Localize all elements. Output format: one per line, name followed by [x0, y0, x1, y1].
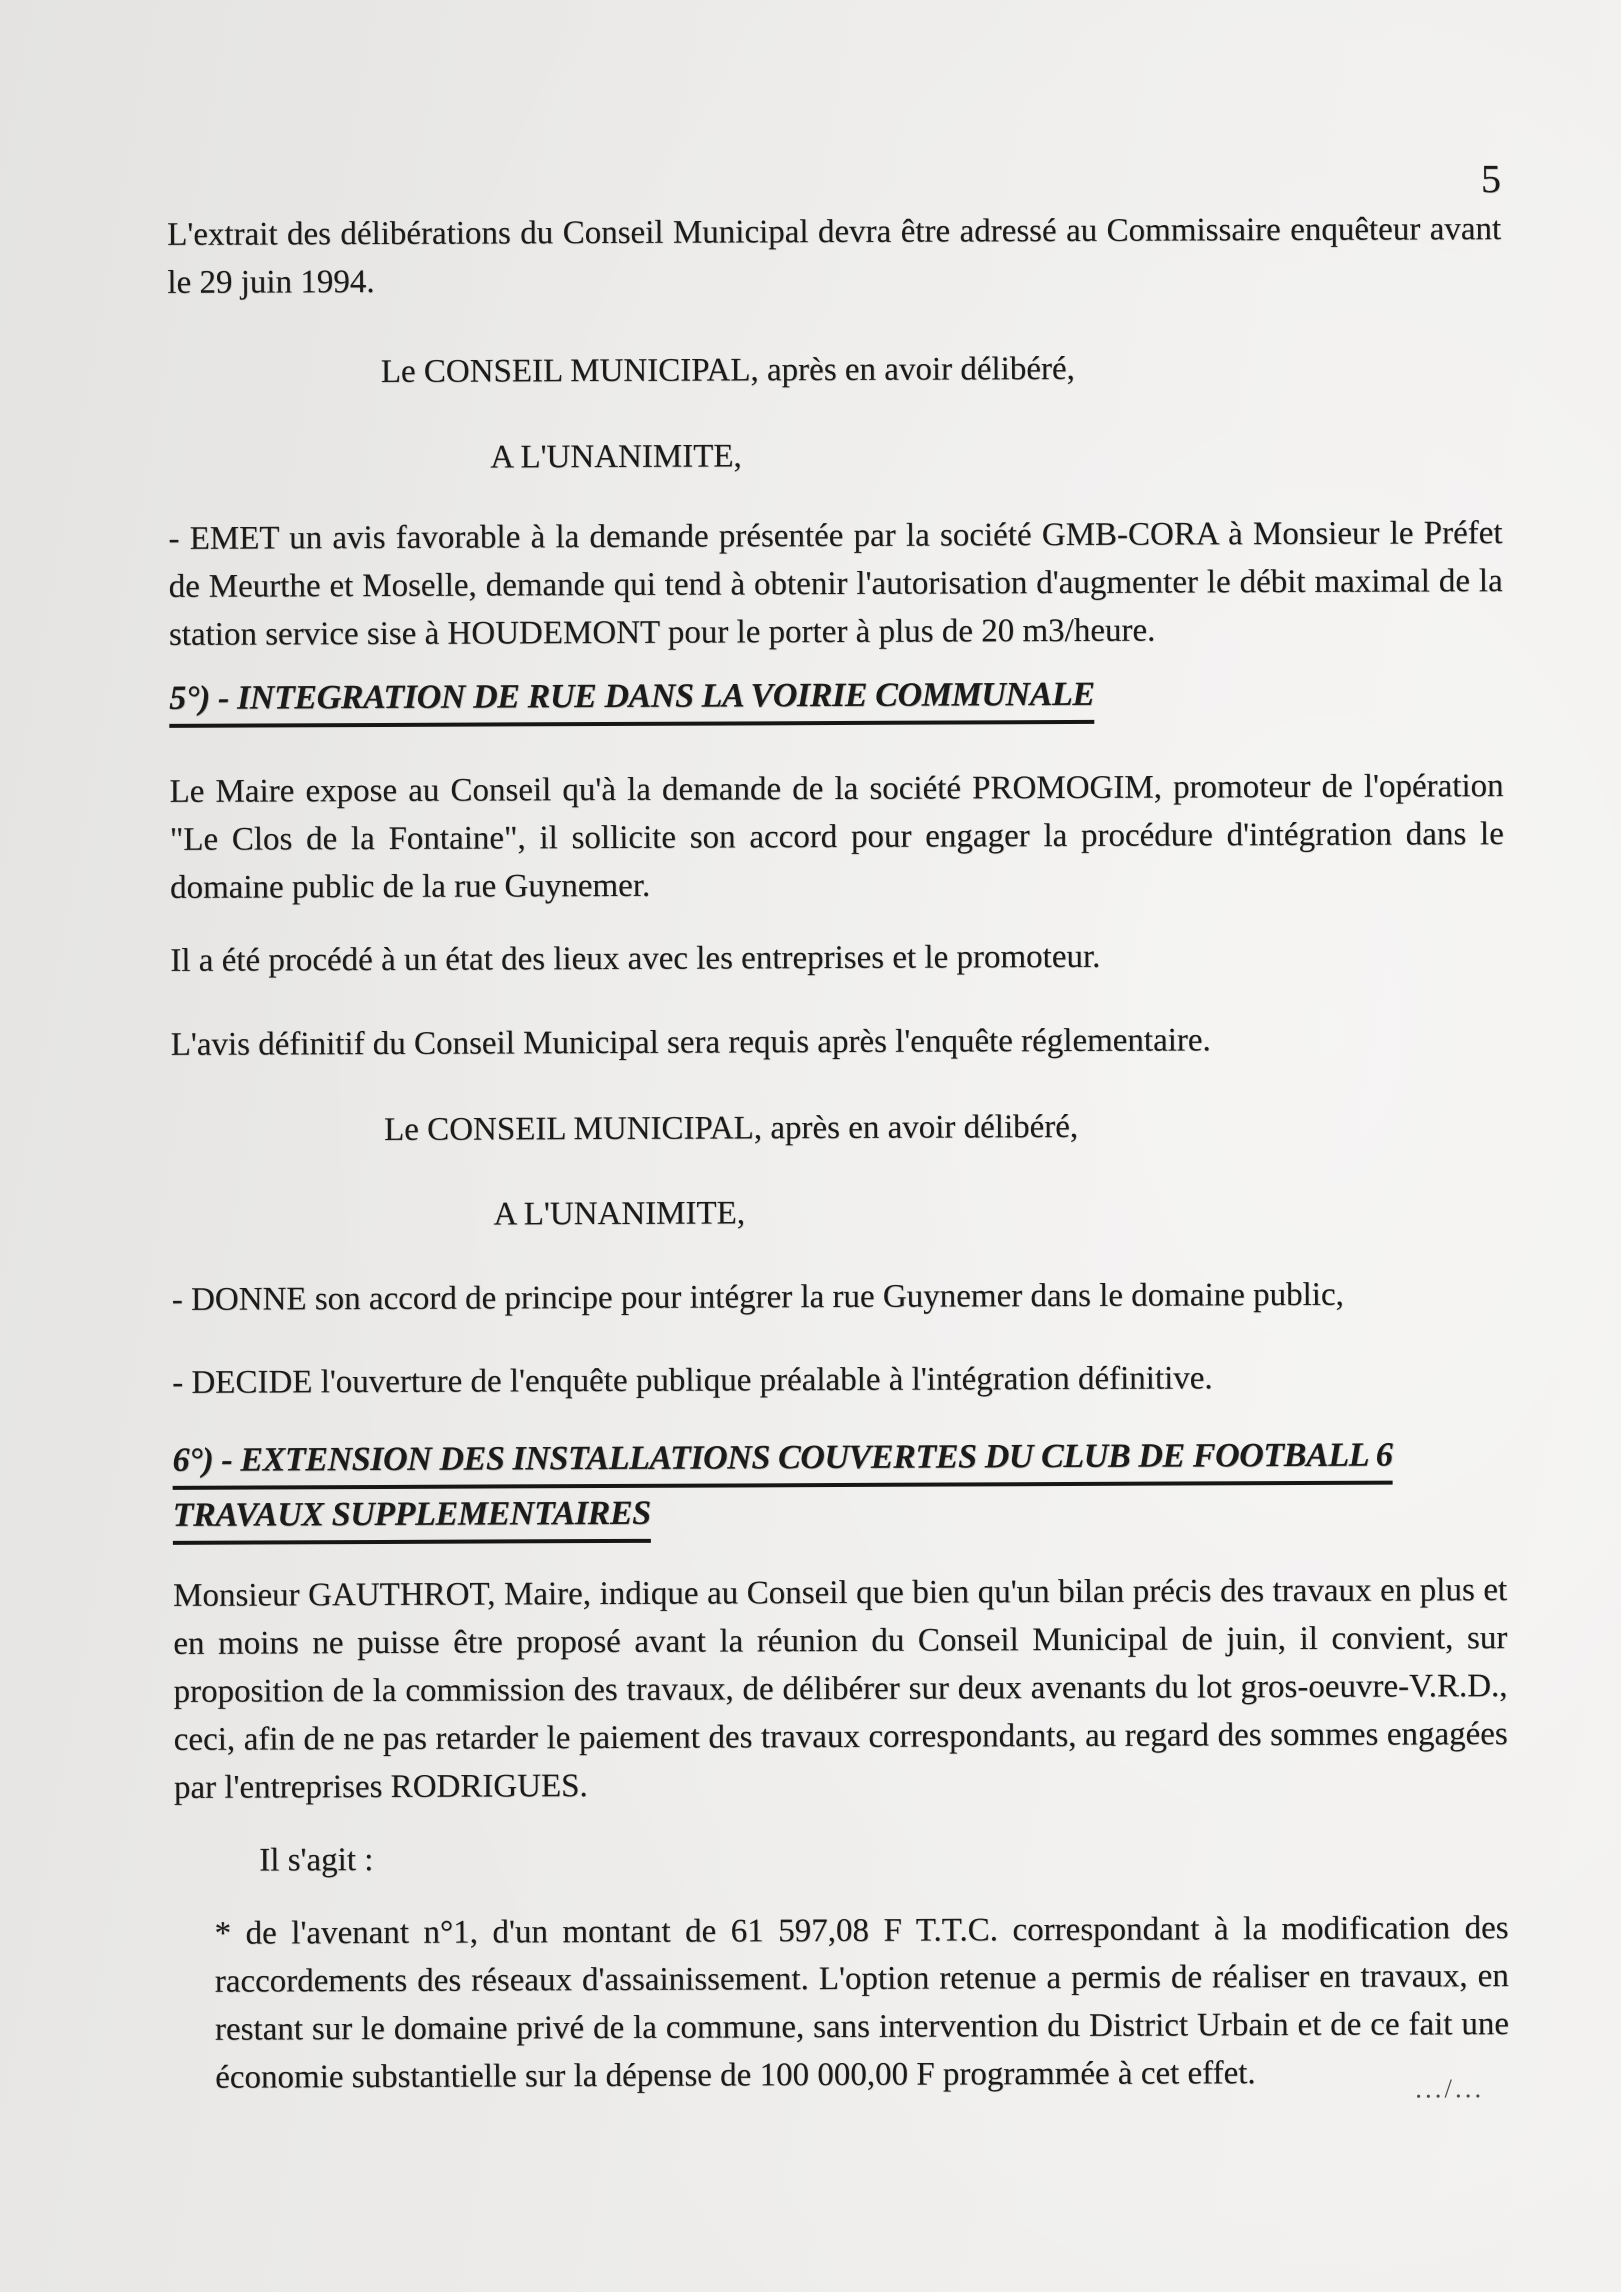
line-conseil-municipal-1: Le CONSEIL MUNICIPAL, après en avoir délibéré, [380, 350, 1075, 390]
paragraph-maire-promogim: Le Maire expose au Conseil qu'à la demande de la société PROMOGIM, promoteur de l'opération "Le Clos de la Fontaine", il sollicite son accord pour engager la procédure d'intégration dans le domaine public de la rue Guynemer. [169, 768, 1504, 906]
paragraph-avenant-1: * de l'avenant n°1, d'un montant de 61 597,08 F T.T.C. correspondant à la modification des raccordements des réseaux d'assainissement. L'option retenue a permis de réaliser en travaux, en restant sur le domaine privé de la commune, sans intervention du District Urbain et de ce fait une économie substantielle sur la dépense de 100 000,00 F programmée à cet effet. [214, 1910, 1510, 2096]
heading-6-line-2: TRAVAUX SUPPLEMENTAIRES [173, 1490, 651, 1545]
line-conseil-municipal-2: Le CONSEIL MUNICIPAL, après en avoir délibéré, [384, 1108, 1079, 1148]
heading-5-text: 5°) - INTEGRATION DE RUE DANS LA VOIRIE COMMUNALE [169, 671, 1095, 728]
paragraph-avis-definitif: L'avis définitif du Conseil Municipal sera requis après l'enquête réglementaire. [170, 1022, 1211, 1063]
page-content [166, 0, 1509, 2118]
line-il-sagit: Il s'agit : [259, 1842, 374, 1879]
line-unanimite-2: A L'UNANIMITE, [493, 1195, 746, 1233]
paragraph-etat-des-lieux: Il a été procédé à un état des lieux avec les entreprises et le promoteur. [170, 938, 1101, 979]
line-unanimite-1: A L'UNANIMITE, [490, 438, 742, 476]
page-number: 5 [1480, 156, 1502, 202]
paragraph-emet-avis-favorable: - EMET un avis favorable à la demande présentée par la société GMB-CORA à Monsieur le Préfet de Meurthe et Moselle, demande qui tend à obtenir l'autorisation d'augmenter le débit maximal de la station service sise à HOUDEMONT pour le porter à plus de 20 m3/heure. [168, 515, 1503, 653]
section-heading-extension-football [172, 1431, 1506, 1547]
section-heading-integration-rue [169, 669, 1503, 728]
paragraph-decide-ouverture: - DECIDE l'ouverture de l'enquête publique préalable à l'intégration définitive. [172, 1360, 1213, 1401]
continuation-mark: .../... [1415, 2073, 1485, 2104]
paragraph-gauthrot-travaux: Monsieur GAUTHROT, Maire, indique au Conseil que bien qu'un bilan précis des travaux en plus et en moins ne puisse être proposé avant la réunion du Conseil Municipal de juin, il convient, sur proposition de la commission des travaux, de délibérer sur deux avenants du lot gros-oeuvre-V.R.D., ceci, afin de ne pas retarder le paiement des travaux correspondants, au regard des sommes engagées par l'entreprises RODRIGUES. [173, 1572, 1508, 1806]
heading-6-line-1: 6°) - EXTENSION DES INSTALLATIONS COUVERTES DU CLUB DE FOOTBALL 6 [172, 1432, 1392, 1490]
paragraph-extrait-deliberations: L'extrait des délibérations du Conseil Municipal devra être adressé au Commissaire enquêteur avant le 29 juin 1994. [167, 211, 1502, 301]
paragraph-donne-accord: - DONNE son accord de principe pour intégrer la rue Guynemer dans le domaine public, [171, 1276, 1344, 1318]
